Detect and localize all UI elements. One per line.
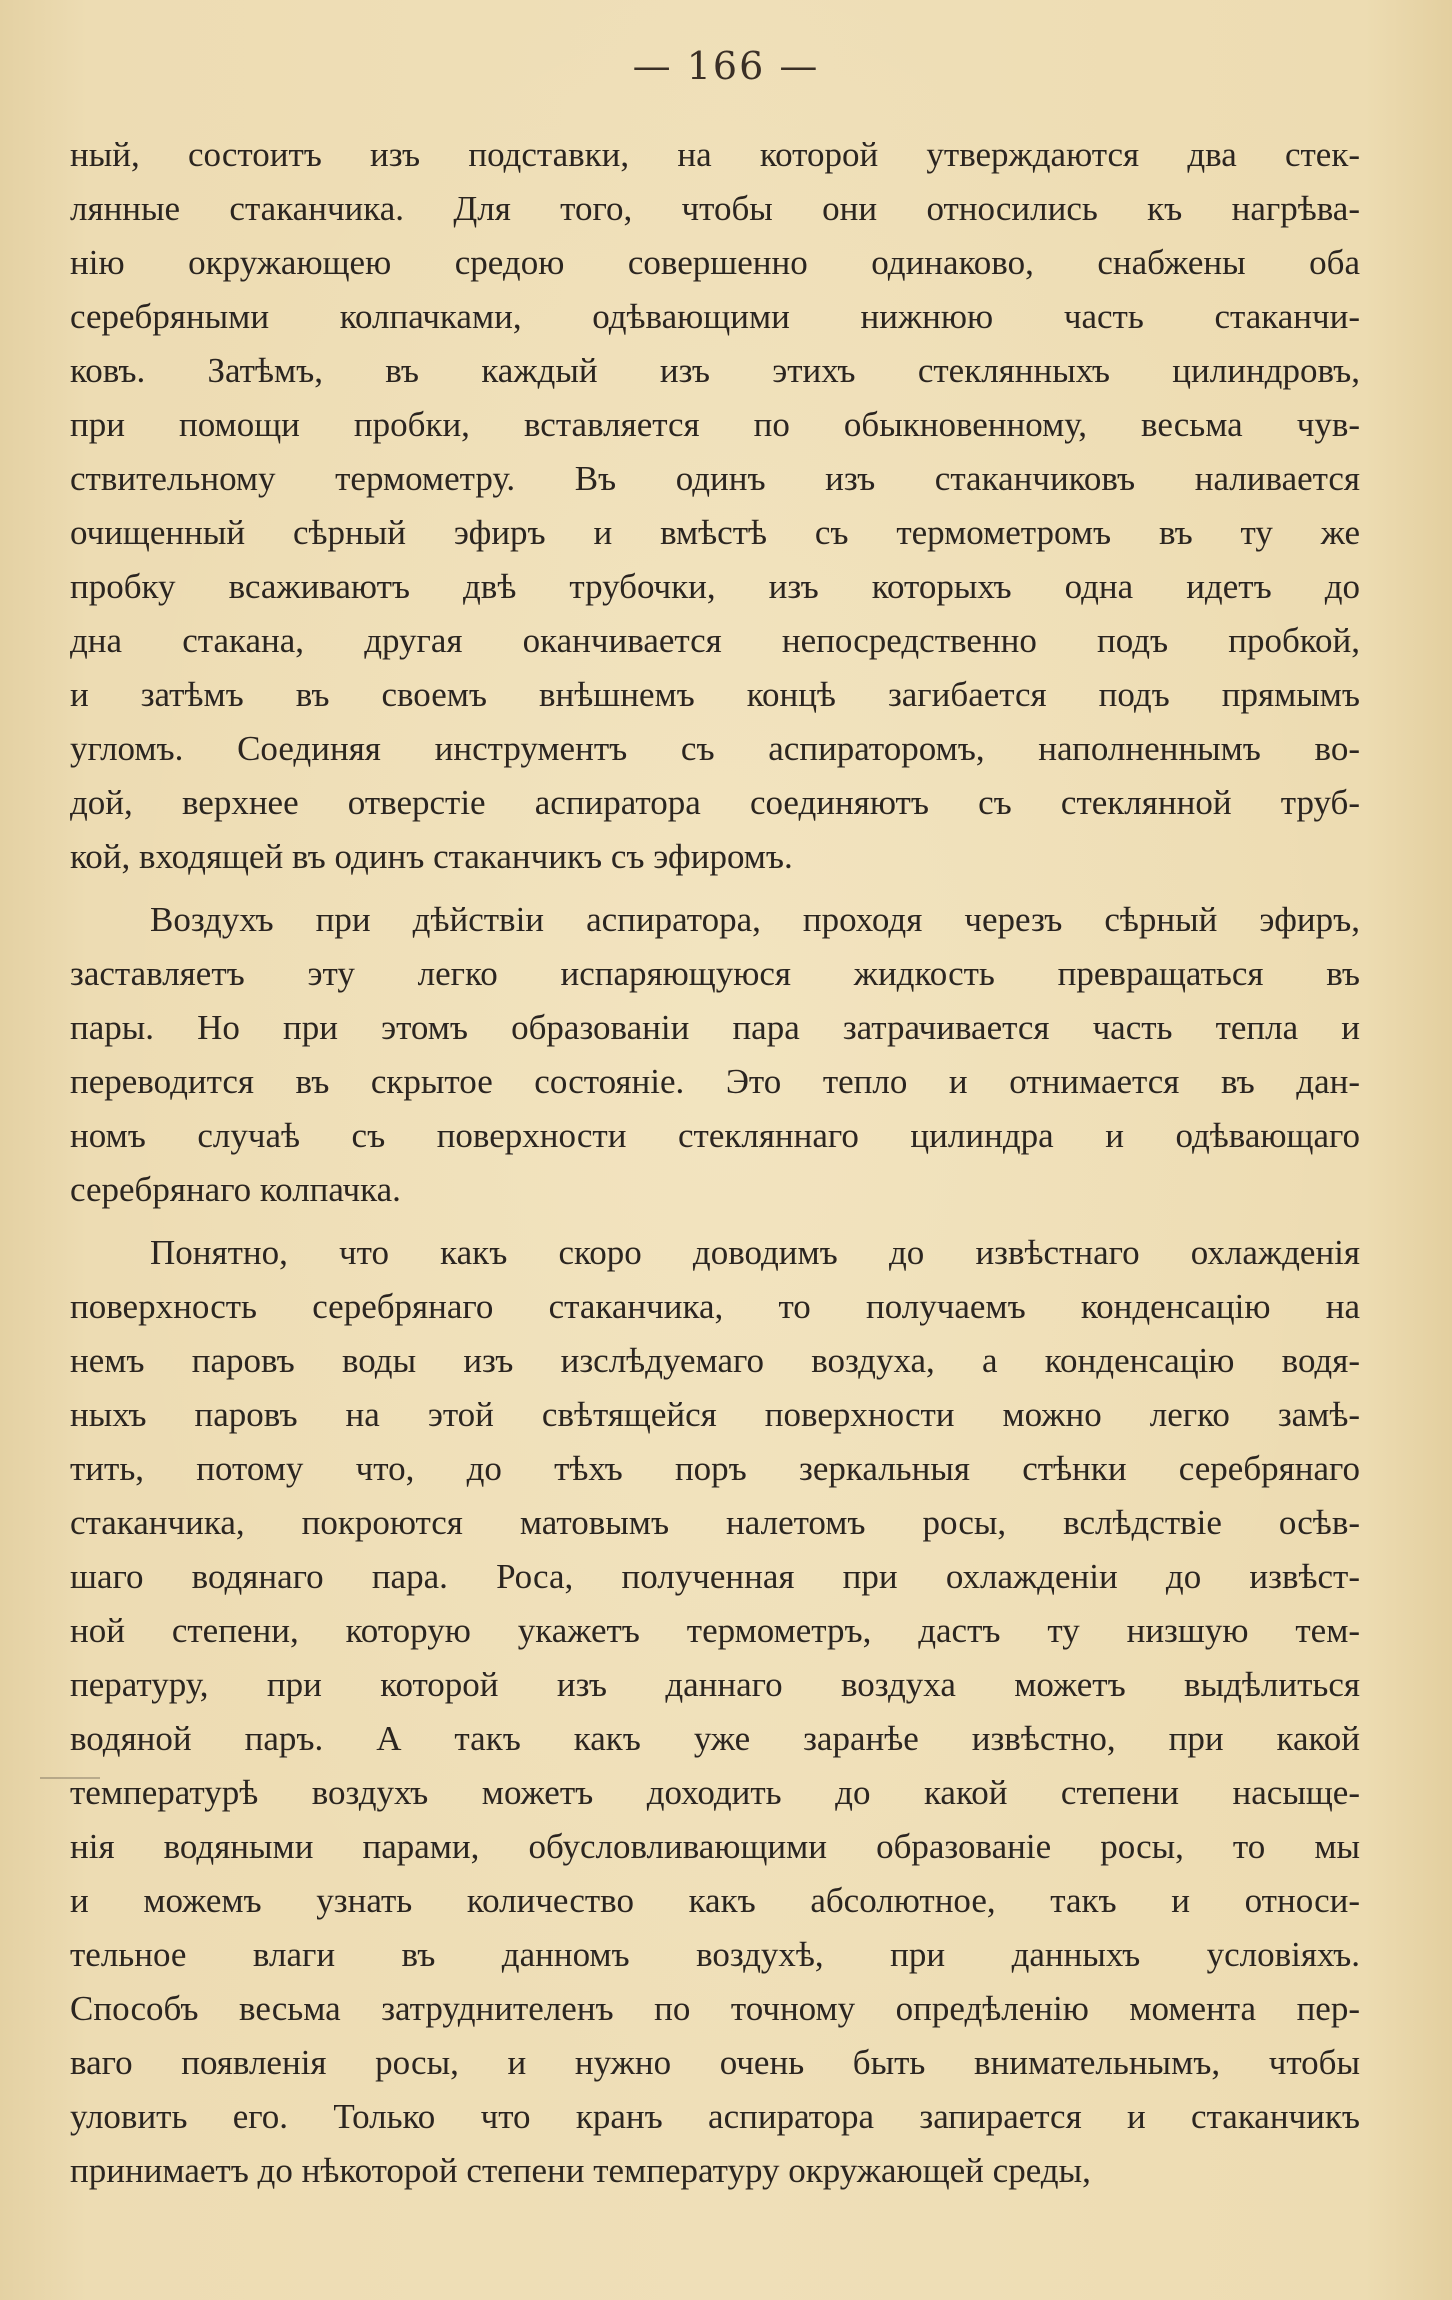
- text-line: Способъ весьма затруднителенъ по точному опредѣленію момента пер-: [70, 1989, 1360, 2028]
- paragraph: [70, 1226, 1360, 2198]
- text-line: при помощи пробки, вставляется по обыкновенному, весьма чув-: [70, 405, 1360, 444]
- text-line: уловить его. Только что кранъ аспиратора запирается и стаканчикъ: [70, 2097, 1360, 2136]
- text-line: переводится въ скрытое состояніе. Это тепло и отнимается въ дан-: [70, 1062, 1360, 1101]
- text-line: дна стакана, другая оканчивается непосредственно подъ пробкой,: [70, 621, 1360, 660]
- text-line: стаканчика, покроются матовымъ налетомъ росы, вслѣдствіе осѣв-: [70, 1503, 1360, 1542]
- text-line: и затѣмъ въ своемъ внѣшнемъ концѣ загибается подъ прямымъ: [70, 675, 1360, 714]
- text-line: ковъ. Затѣмъ, въ каждый изъ этихъ стеклянныхъ цилиндровъ,: [70, 351, 1360, 390]
- text-line: поверхность серебрянаго стаканчика, то получаемъ конденсацію на: [70, 1287, 1360, 1326]
- text-line: пературу, при которой изъ даннаго воздуха можетъ выдѣлиться: [70, 1665, 1360, 1704]
- text-line: пары. Но при этомъ образованіи пара затрачивается часть тепла и: [70, 1008, 1360, 1047]
- page-number: — 166 —: [632, 44, 820, 88]
- text-line: ный, состоитъ изъ подставки, на которой утверждаются два стек-: [70, 135, 1360, 174]
- paragraph-gap: [70, 1217, 1360, 1226]
- text-line: Воздухъ при дѣйствіи аспиратора, проходя черезъ сѣрный эфиръ,: [150, 900, 1360, 939]
- text-line: Понятно, что какъ скоро доводимъ до извѣстнаго охлажденія: [150, 1233, 1360, 1272]
- paragraph: [70, 128, 1360, 884]
- text-line: номъ случаѣ съ поверхности стекляннаго цилиндра и одѣвающаго: [70, 1116, 1360, 1155]
- text-line: ствительному термометру. Въ одинъ изъ стаканчиковъ наливается: [70, 459, 1360, 498]
- text-line: серебряными колпачками, одѣвающими нижнюю часть стаканчи-: [70, 297, 1360, 336]
- text-line: кой, входящей въ одинъ стаканчикъ съ эфиромъ.: [70, 837, 793, 876]
- text-line: лянные стаканчика. Для того, чтобы они относились къ нагрѣва-: [70, 189, 1360, 228]
- text-line: угломъ. Соединяя инструментъ съ аспираторомъ, наполненнымъ во-: [70, 729, 1360, 768]
- text-line: немъ паровъ воды изъ изслѣдуемаго воздуха, а конденсацію водя-: [70, 1341, 1360, 1380]
- text-line: шаго водянаго пара. Роса, полученная при охлажденіи до извѣст-: [70, 1557, 1360, 1596]
- text-line: тить, потому что, до тѣхъ поръ зеркальныя стѣнки серебрянаго: [70, 1449, 1360, 1488]
- text-line: ваго появленія росы, и нужно очень быть внимательнымъ, чтобы: [70, 2043, 1360, 2082]
- text-line: заставляетъ эту легко испаряющуюся жидкость превращаться въ: [70, 954, 1360, 993]
- text-line: серебрянаго колпачка.: [70, 1170, 401, 1209]
- text-line: очищенный сѣрный эфиръ и вмѣстѣ съ термометромъ въ ту же: [70, 513, 1360, 552]
- paragraph: [70, 893, 1360, 1217]
- text-line: принимаетъ до нѣкоторой степени температуру окружающей среды,: [70, 2151, 1091, 2190]
- text-line: нія водяными парами, обусловливающими образованіе росы, то мы: [70, 1827, 1360, 1866]
- text-line: ныхъ паровъ на этой свѣтящейся поверхности можно легко замѣ-: [70, 1395, 1360, 1434]
- text-line: дой, верхнее отверстіе аспиратора соединяютъ съ стеклянной труб-: [70, 783, 1360, 822]
- text-line: и можемъ узнать количество какъ абсолютное, такъ и относи-: [70, 1881, 1360, 1920]
- text-line: пробку всаживаютъ двѣ трубочки, изъ которыхъ одна идетъ до: [70, 567, 1360, 606]
- text-line: водяной паръ. А такъ какъ уже заранѣе извѣстно, при какой: [70, 1719, 1360, 1758]
- text-line: тельное влаги въ данномъ воздухѣ, при данныхъ условіяхъ.: [70, 1935, 1360, 1974]
- text-line: ной степени, которую укажетъ термометръ, дастъ ту низшую тем-: [70, 1611, 1360, 1650]
- text-line: нію окружающею средою совершенно одинаково, снабжены оба: [70, 243, 1360, 282]
- text-body: [70, 128, 1360, 2198]
- paragraph-gap: [70, 884, 1360, 893]
- text-line: температурѣ воздухъ можетъ доходить до какой степени насыще-: [70, 1773, 1360, 1812]
